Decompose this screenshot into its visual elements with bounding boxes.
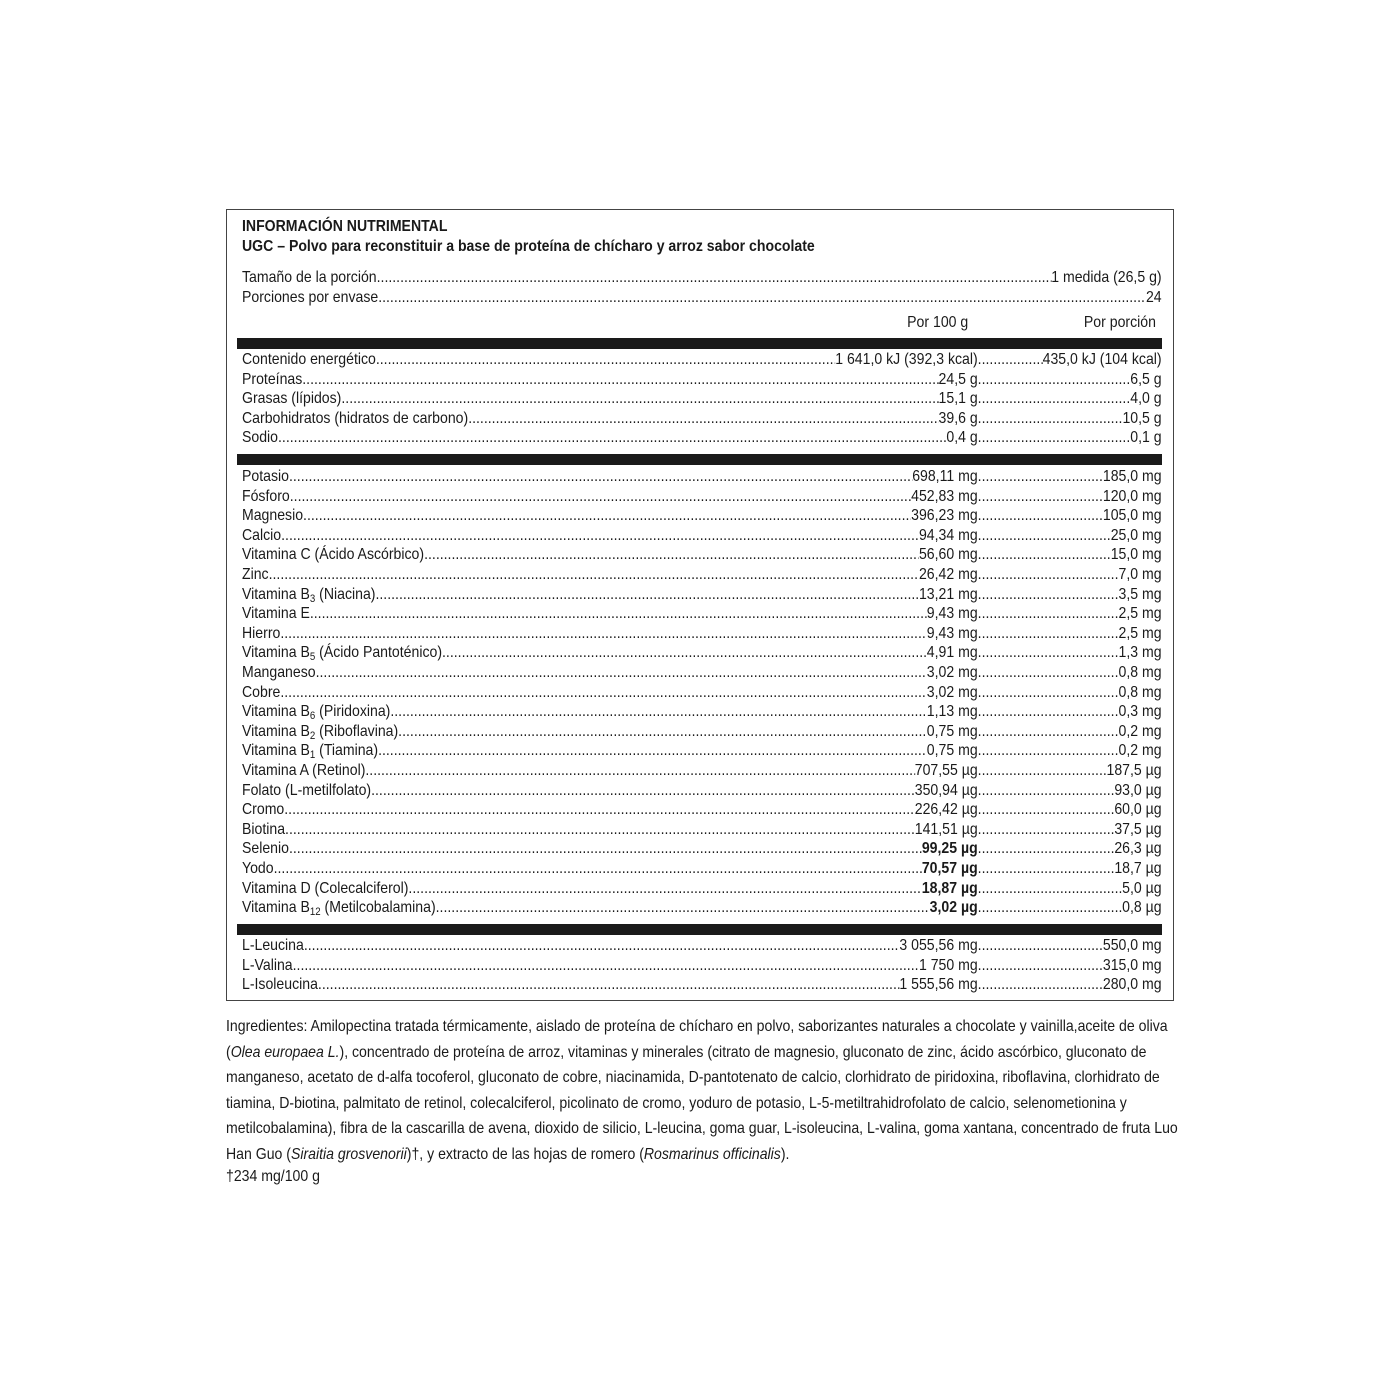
nutrient-name: Yodo [242, 860, 274, 877]
serving-row [242, 268, 1162, 288]
nutrient-name: Tamaño de la porción [242, 269, 377, 286]
dot-leader [293, 956, 919, 976]
dot-leader [398, 722, 927, 742]
dot-leader [978, 820, 1115, 840]
dot-leader [978, 526, 1111, 546]
value-per-portion: 0,8 µg [1122, 899, 1162, 917]
dot-leader [316, 663, 927, 683]
micro-row [242, 585, 1162, 605]
value-per-portion: 2,5 mg [1118, 605, 1162, 623]
nutrient-name: Magnesio [242, 507, 304, 525]
value-per-100g: 226,42 µg [914, 801, 978, 819]
nutrient-name: Vitamina D (Colecalciferol) [242, 879, 409, 897]
dot-leader [978, 487, 1103, 507]
micro-row [242, 898, 1162, 918]
dot-leader [278, 428, 946, 448]
macro-row [242, 350, 1162, 370]
value-per-100g: 9,43 mg [926, 624, 978, 642]
nutrient-name: Calcio [242, 526, 282, 544]
dot-leader [390, 702, 926, 722]
dot-leader [978, 624, 1119, 644]
value-per-portion: 0,2 mg [1118, 722, 1162, 740]
subscript: 5 [309, 651, 316, 664]
nutrient-name: Vitamina $B_2$ (Riboflavina) [242, 722, 399, 742]
value-per-portion: 187,5 µg [1106, 762, 1162, 779]
micro-row [242, 604, 1162, 624]
nutrient-name: Sodio [242, 429, 279, 447]
dot-leader [978, 506, 1103, 526]
dot-leader [978, 350, 1043, 370]
value-per-portion: 435,0 kJ (104 kcal) [1042, 351, 1162, 368]
value-per-portion: 315,0 mg [1102, 956, 1162, 974]
nutrient-name: Vitamina $B_5$ (Ácido Pantoténico) [242, 644, 443, 664]
dot-leader [377, 268, 1052, 288]
divider-bar [237, 924, 1162, 935]
ingredients-text: Ingredientes: Amilopectina tratada térmicamente, aislado de proteína de chícharo en polvo, saborizantes naturales a chocolate y vainilla,aceite de oliva (Olea europaea L.), concentrado de proteína de arroz, vitaminas y minerales (citrato de magnesio, gluconato de zinc, ácido ascórbico, gluconato de manganeso, acetato de d-alfa tocoferol, gluconato de cobre, niacinamida, D-pantotenato de calcio, clorhidrato de piridoxina, riboflavina, clorhidrato de tiamina, D-biotina, palmitato de retinol, colecalciferol, picolinato de cromo, yoduro de potasio, L-5-metiltrahidrofolato de calcio, selenometionina y metilcobalamina), fibra de la cascarilla de avena, dioxido de silicio, L-leucina, goma guar, L-isoleucina, L-valina, goma xantana, concentrado de fruta Luo Han Guo (Siraitia grosvenorii)†, y extracto de las hojas de romero (Rosmarinus officinalis). [226, 1018, 1178, 1163]
dot-leader [289, 839, 922, 859]
dot-leader [281, 526, 919, 546]
value-per-portion: 4,0 g [1130, 390, 1162, 408]
value-per-portion: 18,7 µg [1114, 860, 1162, 877]
value-per-portion: 550,0 mg [1102, 937, 1162, 954]
value-per-portion: 7,0 mg [1118, 566, 1162, 583]
value-per-portion: 1,3 mg [1118, 644, 1162, 662]
nutrient-name: Carbohidratos (hidratos de carbono) [242, 409, 469, 427]
dot-leader [280, 683, 926, 703]
nutrient-name: Proteínas [242, 370, 303, 388]
column-header-per-100g: Por 100 g [907, 314, 969, 331]
dot-leader [274, 859, 922, 879]
macro-row [242, 409, 1162, 429]
dot-leader [978, 839, 1115, 859]
serving-value: 24 [1145, 288, 1162, 306]
dot-leader [289, 467, 912, 487]
dot-leader [978, 389, 1131, 409]
value-per-portion: 25,0 mg [1110, 526, 1162, 544]
dot-leader [978, 761, 1107, 781]
dot-leader [310, 604, 927, 624]
dot-leader [978, 604, 1119, 624]
dot-leader [285, 820, 915, 840]
value-per-100g: 0,75 mg [926, 742, 978, 760]
dot-leader [978, 663, 1119, 683]
dot-leader [378, 741, 927, 761]
dot-leader [978, 898, 1122, 918]
nutrient-name: Selenio [242, 840, 289, 858]
nutrient-name: Vitamina C (Ácido Ascórbico) [242, 546, 425, 564]
micro-row [242, 741, 1162, 761]
value-per-100g: 24,5 g [938, 370, 978, 388]
nutrient-name: Biotina [242, 820, 286, 838]
nutrient-name: Vitamina $B_3$ (Niacina) [242, 585, 376, 605]
micro-row [242, 487, 1162, 507]
macro-row [242, 370, 1162, 390]
value-per-portion: 0,8 mg [1118, 683, 1162, 701]
value-per-portion: 0,1 g [1130, 429, 1162, 447]
nutrient-name: Manganeso [242, 664, 316, 681]
value-per-portion: 6,5 g [1130, 370, 1162, 388]
divider-bar [237, 454, 1162, 465]
dot-leader [304, 936, 900, 956]
dot-leader [303, 506, 911, 526]
value-per-100g: 56,60 mg [918, 546, 978, 564]
value-per-100g: 3,02 mg [926, 664, 978, 681]
value-per-portion: 5,0 µg [1122, 879, 1162, 897]
nutrient-name: Hierro [242, 624, 281, 642]
dot-leader [468, 409, 938, 429]
value-per-portion: 93,0 µg [1114, 781, 1162, 799]
amino-row [242, 975, 1162, 995]
value-per-100g: 452,83 mg [911, 487, 978, 505]
micro-row [242, 722, 1162, 742]
nutrient-name: Vitamina $B_{12}$ (Metilcobalamina) [242, 899, 436, 919]
micro-row [242, 879, 1162, 899]
value-per-100g: 9,43 mg [926, 605, 978, 623]
value-per-100g: 1,13 mg [926, 703, 978, 721]
macro-row [242, 428, 1162, 448]
nutrient-name: Zinc [242, 566, 269, 583]
value-per-portion: 10,5 g [1122, 409, 1162, 427]
dot-leader [978, 409, 1123, 429]
dot-leader [302, 370, 938, 390]
nutrient-name: Vitamina E [242, 605, 310, 623]
subscript: 6 [309, 710, 316, 723]
dot-leader [378, 288, 1146, 308]
value-per-portion: 3,5 mg [1118, 585, 1162, 603]
micro-row [242, 545, 1162, 565]
dot-leader [290, 487, 911, 507]
dot-leader [978, 565, 1119, 585]
dot-leader [978, 702, 1119, 722]
nutrient-name: Grasas (lípidos) [242, 390, 342, 408]
value-per-100g: 15,1 g [938, 390, 978, 408]
micro-row [242, 820, 1162, 840]
value-per-100g: 396,23 mg [911, 507, 978, 525]
micro-row [242, 467, 1162, 487]
value-per-100g: 99,25 µg [921, 840, 978, 858]
micro-row [242, 702, 1162, 722]
value-per-100g: 3,02 µg [929, 899, 978, 917]
dot-leader [978, 467, 1103, 487]
serving-value: 1 medida (26,5 g) [1051, 269, 1162, 286]
dot-leader [978, 585, 1119, 605]
value-per-100g: 0,4 g [946, 429, 978, 447]
dot-leader [375, 585, 918, 605]
micro-row [242, 761, 1162, 781]
dot-leader [978, 800, 1115, 820]
value-per-100g: 350,94 µg [914, 781, 978, 799]
divider-bar [237, 338, 1162, 349]
value-per-100g: 3,02 mg [926, 683, 978, 701]
nutrient-name: L-Leucina [242, 937, 304, 954]
amino-row [242, 936, 1162, 956]
micro-row [242, 683, 1162, 703]
value-per-portion: 2,5 mg [1118, 624, 1162, 642]
value-per-100g: 1 555,56 mg [899, 976, 978, 994]
micro-row [242, 643, 1162, 663]
value-per-100g: 94,34 mg [918, 526, 978, 544]
dot-leader [978, 643, 1119, 663]
value-per-portion: 15,0 mg [1110, 546, 1162, 564]
nutrient-name: Folato (L-metilfolato) [242, 781, 372, 799]
dot-leader [280, 624, 926, 644]
value-per-portion: 0,3 mg [1118, 703, 1162, 721]
value-per-100g: 13,21 mg [918, 585, 978, 603]
micro-row [242, 624, 1162, 644]
micro-row [242, 663, 1162, 683]
value-per-100g: 1 641,0 kJ (392,3 kcal) [835, 351, 978, 368]
column-header-per-portion: Por porción [1083, 314, 1156, 331]
value-per-100g: 18,87 µg [921, 879, 978, 897]
value-per-100g: 698,11 mg [912, 468, 978, 485]
footnote: †234 mg/100 g [226, 1168, 320, 1185]
dot-leader [436, 898, 930, 918]
nutrient-name: Vitamina $B_1$ (Tiamina) [242, 742, 379, 762]
panel-title: INFORMACIÓN NUTRIMENTAL [242, 218, 448, 235]
dot-leader [978, 683, 1119, 703]
value-per-portion: 105,0 mg [1102, 507, 1162, 525]
nutrient-name: Cobre [242, 683, 281, 701]
value-per-portion: 37,5 µg [1114, 820, 1162, 838]
dot-leader [978, 879, 1122, 899]
value-per-portion: 0,2 mg [1118, 742, 1162, 760]
dot-leader [371, 781, 915, 801]
value-per-100g: 26,42 mg [918, 566, 978, 583]
subscript: 3 [309, 592, 316, 605]
value-per-100g: 141,51 µg [914, 820, 978, 838]
micro-row [242, 781, 1162, 801]
dot-leader [318, 975, 899, 995]
micro-row [242, 859, 1162, 879]
product-name: UGC – Polvo para reconstituir a base de proteína de chícharo y arroz sabor chocolate [242, 238, 815, 255]
nutrient-name: Vitamina A (Retinol) [242, 762, 366, 779]
value-per-100g: 3 055,56 mg [899, 937, 978, 954]
dot-leader [376, 350, 835, 370]
micro-row [242, 506, 1162, 526]
dot-leader [284, 800, 915, 820]
dot-leader [978, 956, 1103, 976]
nutrient-name: Potasio [242, 468, 289, 485]
micro-row [242, 839, 1162, 859]
micro-row [242, 526, 1162, 546]
value-per-portion: 60,0 µg [1114, 801, 1162, 819]
nutrient-name: Cromo [242, 801, 285, 819]
dot-leader [978, 741, 1119, 761]
dot-leader [978, 370, 1131, 390]
micro-row [242, 800, 1162, 820]
value-per-100g: 70,57 µg [921, 860, 978, 877]
dot-leader [978, 722, 1119, 742]
dot-leader [341, 389, 938, 409]
subscript: 12 [309, 906, 321, 919]
nutrient-name: L-Isoleucina [242, 976, 318, 994]
macro-row [242, 389, 1162, 409]
micro-row [242, 565, 1162, 585]
dot-leader [978, 781, 1115, 801]
subscript: 2 [309, 729, 316, 742]
dot-leader [978, 936, 1103, 956]
nutrient-name: Vitamina $B_6$ (Piridoxina) [242, 703, 391, 723]
serving-row [242, 288, 1162, 308]
value-per-portion: 0,8 mg [1118, 664, 1162, 681]
value-per-portion: 120,0 mg [1102, 487, 1162, 505]
subscript: 1 [309, 749, 316, 762]
amino-row [242, 956, 1162, 976]
dot-leader [424, 545, 919, 565]
dot-leader [978, 545, 1111, 565]
dot-leader [978, 975, 1103, 995]
nutrient-name: Porciones por envase [242, 288, 379, 306]
value-per-100g: 39,6 g [938, 409, 978, 427]
dot-leader [269, 565, 919, 585]
value-per-100g: 0,75 mg [926, 722, 978, 740]
value-per-portion: 185,0 mg [1102, 468, 1162, 485]
dot-leader [978, 428, 1131, 448]
nutrient-name: Contenido energético [242, 351, 376, 368]
value-per-100g: 1 750 mg [918, 956, 978, 974]
dot-leader [978, 859, 1115, 879]
value-per-100g: 707,55 µg [914, 762, 978, 779]
nutrition-facts-panel [226, 209, 1174, 1001]
nutrient-name: L-Valina [242, 956, 293, 974]
dot-leader [365, 761, 914, 781]
value-per-portion: 280,0 mg [1102, 976, 1162, 994]
value-per-portion: 26,3 µg [1114, 840, 1162, 858]
value-per-100g: 4,91 mg [926, 644, 978, 662]
dot-leader [442, 643, 927, 663]
nutrient-name: Fósforo [242, 487, 290, 505]
dot-leader [408, 879, 921, 899]
